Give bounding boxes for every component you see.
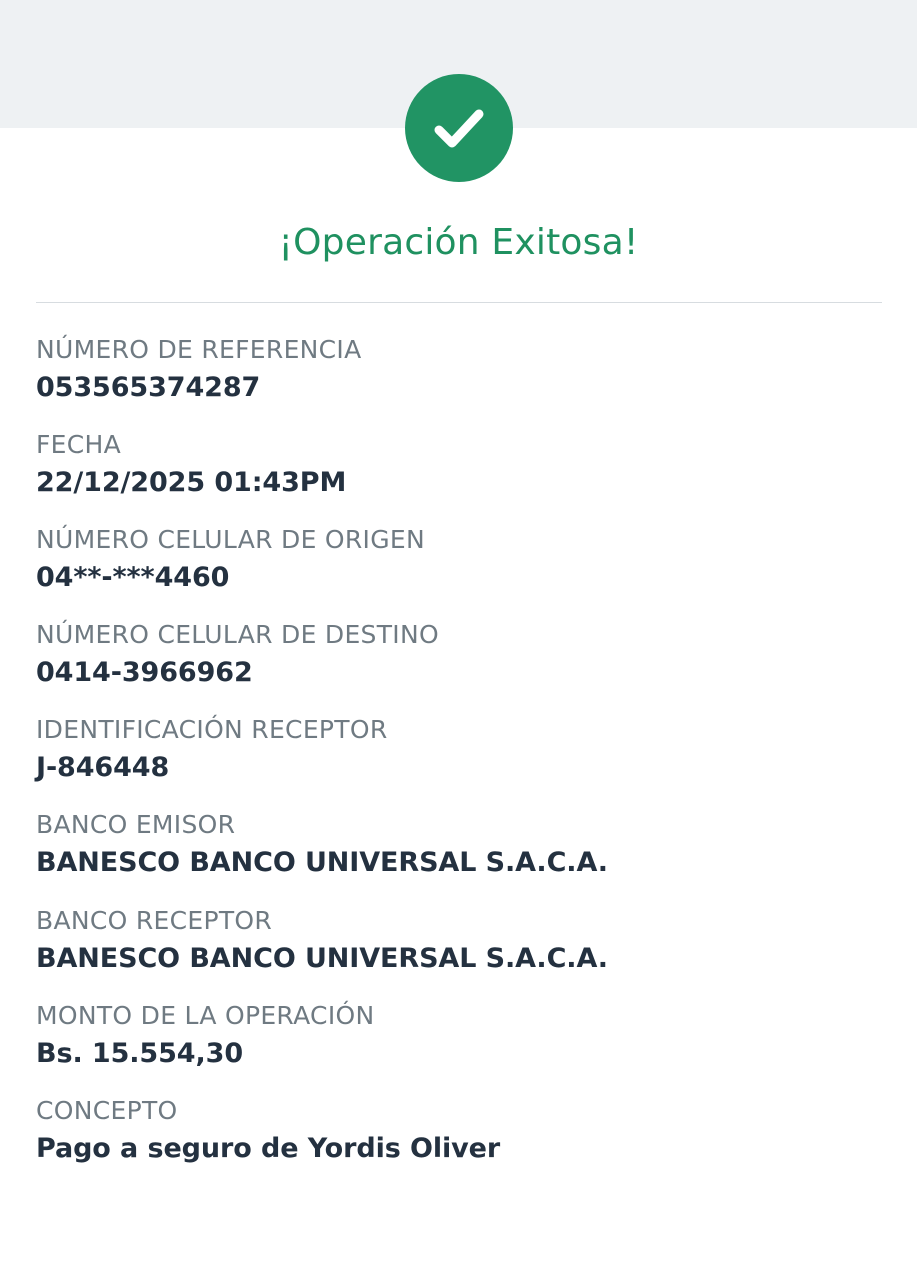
field-label: NÚMERO CELULAR DE DESTINO [36,620,439,650]
receipt-field [36,905,882,976]
field-label: NÚMERO CELULAR DE ORIGEN [36,525,425,555]
field-label: IDENTIFICACIÓN RECEPTOR [36,715,388,745]
field-value: 22/12/2025 01:43PM [36,467,347,499]
success-badge-container [0,74,917,186]
field-label: CONCEPTO [36,1095,178,1125]
receipt-field [36,429,882,500]
field-value: 0414-3966962 [36,657,253,689]
field-label: BANCO EMISOR [36,810,236,840]
field-label: FECHA [36,430,122,460]
field-value: 04**-***4460 [36,562,230,594]
receipt-details-list [36,334,882,1166]
field-value: BANESCO BANCO UNIVERSAL S.A.C.A. [36,942,608,974]
field-value: 053565374287 [36,372,261,403]
field-value: Bs. 15.554,30 [36,1037,244,1069]
field-value: BANESCO BANCO UNIVERSAL S.A.C.A. [36,847,608,879]
field-label: NÚMERO DE REFERENCIA [36,335,362,364]
section-divider [36,302,882,303]
check-circle-icon [405,74,513,182]
receipt-field [36,524,882,595]
field-value: Pago a seguro de Yordis Oliver [36,1132,501,1164]
receipt-field [36,809,882,880]
receipt-field [36,334,882,405]
field-label: BANCO RECEPTOR [36,905,273,935]
field-value: J-846448 [36,752,170,784]
success-title: ¡Operación Exitosa! [278,222,639,263]
receipt-field [36,619,882,690]
field-label: MONTO DE LA OPERACIÓN [36,1000,375,1030]
receipt-field [36,1000,882,1071]
receipt-field [36,1095,882,1166]
receipt-field [36,714,882,785]
